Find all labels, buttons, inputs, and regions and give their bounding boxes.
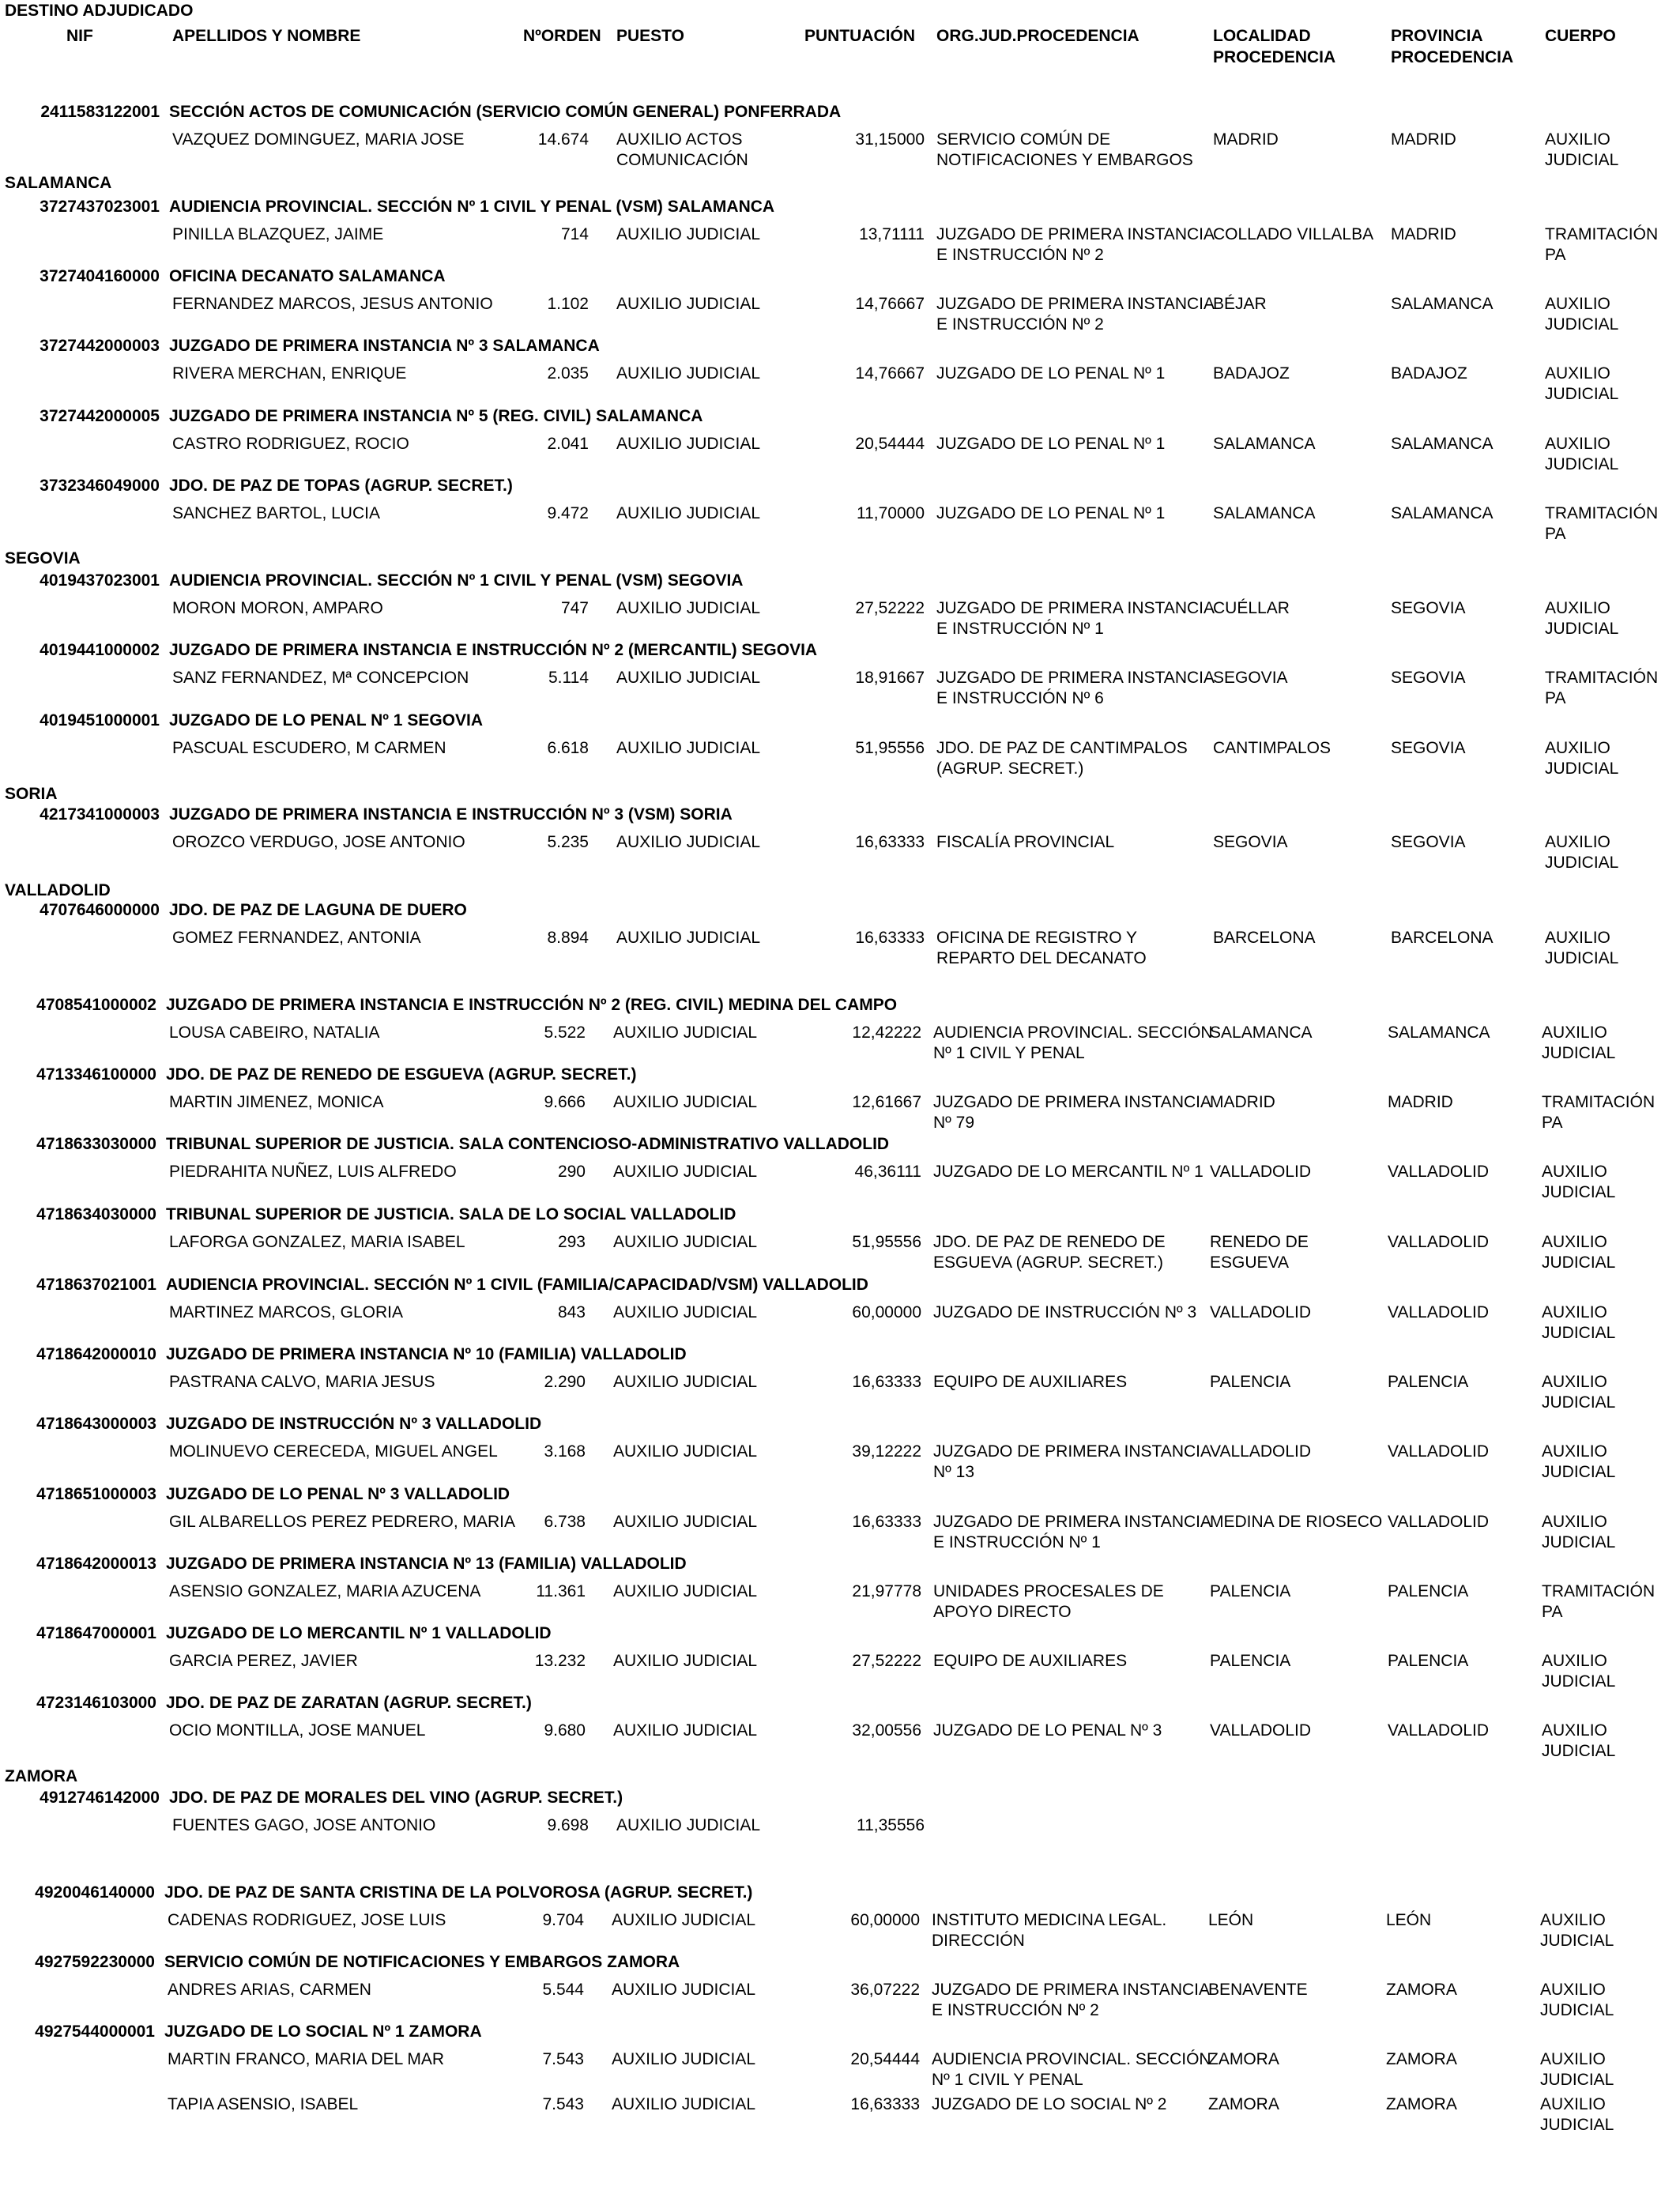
cell-puesto: AUXILIO JUDICIAL xyxy=(616,295,761,313)
cell-org: JUZGADO DE PRIMERA INSTANCIA E INSTRUCCIÓN Nº 6 xyxy=(936,669,1214,707)
destination-name: JDO. DE PAZ DE TOPAS (AGRUP. SECRET.) xyxy=(169,477,513,495)
destination-name: JUZGADO DE PRIMERA INSTANCIA E INSTRUCCIÓN Nº 2 (MERCANTIL) SEGOVIA xyxy=(169,641,818,659)
cell-org: OFICINA DE REGISTRO Y REPARTO DEL DECANATO xyxy=(936,929,1147,967)
cell-org: AUDIENCIA PROVINCIAL. SECCIÓN Nº 1 CIVIL Y PENAL xyxy=(933,1023,1213,1062)
cell-orden: 6.618 xyxy=(547,739,589,757)
cell-localidad: BENAVENTE xyxy=(1208,1981,1308,1999)
cell-orden: 7.543 xyxy=(542,2095,584,2113)
destination-name: JUZGADO DE LO PENAL Nº 3 VALLADOLID xyxy=(166,1485,510,1503)
cell-cuerpo: TRAMITACIÓN PA xyxy=(1542,1582,1656,1621)
cell-org: SERVICIO COMÚN DE NOTIFICACIONES Y EMBARGOS xyxy=(936,130,1193,169)
cell-nombre: OCIO MONTILLA, JOSE MANUEL xyxy=(169,1721,426,1740)
cell-puesto: AUXILIO JUDICIAL xyxy=(613,1373,758,1391)
cell-org: EQUIPO DE AUXILIARES xyxy=(933,1652,1128,1670)
cell-orden: 14.674 xyxy=(537,130,589,149)
cell-cuerpo: AUXILIO JUDICIAL xyxy=(1545,364,1619,403)
cell-provincia: SALAMANCA xyxy=(1391,504,1494,522)
cell-nombre: SANZ FERNANDEZ, Mª CONCEPCION xyxy=(172,669,469,687)
cell-provincia: SEGOVIA xyxy=(1391,739,1466,757)
cell-provincia: MADRID xyxy=(1388,1093,1453,1111)
cell-puesto: AUXILIO JUDICIAL xyxy=(613,1163,758,1181)
cell-puntuacion: 21,97778 xyxy=(852,1582,921,1600)
destination-nif: 4217341000003 xyxy=(40,805,160,824)
cell-provincia: BARCELONA xyxy=(1391,929,1494,947)
cell-cuerpo: AUXILIO JUDICIAL xyxy=(1542,1233,1616,1272)
cell-puntuacion: 12,61667 xyxy=(852,1093,921,1111)
cell-puntuacion: 27,52222 xyxy=(852,1652,921,1670)
cell-orden: 747 xyxy=(560,599,589,617)
cell-puesto: AUXILIO JUDICIAL xyxy=(616,225,761,243)
cell-puesto: AUXILIO JUDICIAL xyxy=(613,1652,758,1670)
cell-cuerpo: AUXILIO JUDICIAL xyxy=(1545,130,1619,169)
cell-puesto: AUXILIO JUDICIAL xyxy=(613,1582,758,1600)
header-orden: NºORDEN xyxy=(523,27,601,45)
destination-name: JDO. DE PAZ DE SANTA CRISTINA DE LA POLVOROSA (AGRUP. SECRET.) xyxy=(164,1883,753,1902)
destination-name: JDO. DE PAZ DE LAGUNA DE DUERO xyxy=(169,901,467,919)
destination-nif: 4718643000003 xyxy=(36,1415,156,1433)
cell-localidad: LEÓN xyxy=(1208,1911,1254,1929)
destination-nif: 4927592230000 xyxy=(35,1953,155,1971)
cell-orden: 5.522 xyxy=(544,1023,586,1042)
cell-orden: 1.102 xyxy=(547,295,589,313)
cell-nombre: LAFORGA GONZALEZ, MARIA ISABEL xyxy=(169,1233,465,1251)
destination-nif: 3727437023001 xyxy=(40,198,160,216)
cell-puntuacion: 60,00000 xyxy=(852,1303,921,1321)
cell-nombre: GIL ALBARELLOS PEREZ PEDRERO, MARIA xyxy=(169,1513,516,1531)
cell-puesto: AUXILIO JUDICIAL xyxy=(613,1303,758,1321)
cell-nombre: ANDRES ARIAS, CARMEN xyxy=(168,1981,371,1999)
cell-cuerpo: AUXILIO JUDICIAL xyxy=(1542,1163,1616,1201)
cell-provincia: PALENCIA xyxy=(1388,1582,1469,1600)
cell-org: JUZGADO DE PRIMERA INSTANCIA E INSTRUCCIÓN Nº 2 xyxy=(932,1981,1209,2019)
destination-name: JUZGADO DE LO PENAL Nº 1 SEGOVIA xyxy=(169,711,484,729)
cell-org: JUZGADO DE LO PENAL Nº 1 xyxy=(936,504,1166,522)
destination-nif: 4718642000013 xyxy=(36,1555,156,1573)
cell-puntuacion: 46,36111 xyxy=(854,1163,921,1181)
cell-cuerpo: AUXILIO JUDICIAL xyxy=(1545,833,1619,872)
cell-nombre: MARTIN JIMENEZ, MONICA xyxy=(169,1093,384,1111)
cell-orden: 5.235 xyxy=(547,833,589,851)
cell-orden: 9.472 xyxy=(547,504,589,522)
cell-orden: 9.680 xyxy=(544,1721,586,1740)
cell-puesto: AUXILIO JUDICIAL xyxy=(612,1981,756,1999)
destination-nif: 4707646000000 xyxy=(40,901,160,919)
cell-cuerpo: AUXILIO JUDICIAL xyxy=(1542,1442,1616,1481)
cell-orden: 11.361 xyxy=(536,1582,586,1600)
cell-orden: 7.543 xyxy=(542,2050,584,2068)
destination-name: JUZGADO DE LO SOCIAL Nº 1 ZAMORA xyxy=(164,2022,482,2041)
cell-puesto: AUXILIO JUDICIAL xyxy=(616,1816,761,1834)
cell-org: JDO. DE PAZ DE CANTIMPALOS (AGRUP. SECRET.) xyxy=(936,739,1188,778)
cell-localidad: ZAMORA xyxy=(1208,2095,1279,2113)
cell-org: JUZGADO DE PRIMERA INSTANCIA Nº 13 xyxy=(933,1442,1211,1481)
cell-nombre: CADENAS RODRIGUEZ, JOSE LUIS xyxy=(168,1911,446,1929)
destination-nif: 3732346049000 xyxy=(40,477,160,495)
destination-nif: 4912746142000 xyxy=(40,1789,160,1807)
cell-puesto: AUXILIO JUDICIAL xyxy=(616,669,761,687)
destination-nif: 4718634030000 xyxy=(36,1205,156,1223)
cell-cuerpo: AUXILIO JUDICIAL xyxy=(1540,2050,1614,2089)
cell-puntuacion: 11,70000 xyxy=(856,504,925,522)
cell-provincia: SEGOVIA xyxy=(1391,833,1466,851)
cell-org: JUZGADO DE LO SOCIAL Nº 2 xyxy=(932,2095,1167,2113)
cell-orden: 2.041 xyxy=(547,435,589,453)
cell-orden: 2.035 xyxy=(547,364,589,383)
cell-puesto: AUXILIO JUDICIAL xyxy=(613,1442,758,1461)
destination-name: OFICINA DECANATO SALAMANCA xyxy=(169,267,446,285)
cell-org: EQUIPO DE AUXILIARES xyxy=(933,1373,1128,1391)
destination-nif: 4718651000003 xyxy=(36,1485,156,1503)
header-cuerpo: CUERPO xyxy=(1545,27,1616,45)
cell-cuerpo: AUXILIO JUDICIAL xyxy=(1540,2095,1614,2134)
cell-localidad: BÉJAR xyxy=(1213,295,1267,313)
cell-puesto: AUXILIO JUDICIAL xyxy=(613,1233,758,1251)
cell-puntuacion: 20,54444 xyxy=(855,435,925,453)
cell-provincia: SALAMANCA xyxy=(1391,295,1494,313)
cell-org: JUZGADO DE LO MERCANTIL Nº 1 xyxy=(933,1163,1203,1181)
cell-cuerpo: AUXILIO JUDICIAL xyxy=(1545,295,1619,334)
cell-puesto: AUXILIO JUDICIAL xyxy=(616,435,761,453)
cell-provincia: SALAMANCA xyxy=(1391,435,1494,453)
cell-cuerpo: AUXILIO JUDICIAL xyxy=(1545,435,1619,473)
cell-orden: 3.168 xyxy=(544,1442,586,1461)
cell-provincia: PALENCIA xyxy=(1388,1373,1469,1391)
cell-nombre: PIEDRAHITA NUÑEZ, LUIS ALFREDO xyxy=(169,1163,457,1181)
cell-localidad: RENEDO DE ESGUEVA xyxy=(1210,1233,1309,1272)
cell-nombre: MARTIN FRANCO, MARIA DEL MAR xyxy=(168,2050,445,2068)
cell-orden: 293 xyxy=(557,1233,586,1251)
destination-nif: 3727442000005 xyxy=(40,407,160,425)
cell-puntuacion: 20,54444 xyxy=(850,2050,920,2068)
cell-cuerpo: TRAMITACIÓN PA xyxy=(1545,669,1659,707)
cell-puesto: AUXILIO ACTOS COMUNICACIÓN xyxy=(616,130,748,169)
cell-provincia: VALLADOLID xyxy=(1388,1303,1489,1321)
cell-localidad: SALAMANCA xyxy=(1213,435,1316,453)
destination-nif: 4718647000001 xyxy=(36,1624,156,1642)
destination-name: JUZGADO DE PRIMERA INSTANCIA Nº 3 SALAMANCA xyxy=(169,337,600,355)
cell-nombre: FERNANDEZ MARCOS, JESUS ANTONIO xyxy=(172,295,493,313)
cell-provincia: MADRID xyxy=(1391,130,1456,149)
cell-nombre: FUENTES GAGO, JOSE ANTONIO xyxy=(172,1816,436,1834)
cell-localidad: VALLADOLID xyxy=(1210,1163,1311,1181)
cell-orden: 2.290 xyxy=(544,1373,586,1391)
cell-localidad: VALLADOLID xyxy=(1210,1442,1311,1461)
cell-nombre: TAPIA ASENSIO, ISABEL xyxy=(168,2095,359,2113)
cell-localidad: BARCELONA xyxy=(1213,929,1316,947)
header-nombre: APELLIDOS Y NOMBRE xyxy=(172,27,361,45)
header-provincia: PROVINCIA PROCEDENCIA xyxy=(1391,27,1514,66)
cell-localidad: COLLADO VILLALBA xyxy=(1213,225,1374,243)
cell-puesto: AUXILIO JUDICIAL xyxy=(616,504,761,522)
province-heading: ZAMORA xyxy=(5,1767,78,1785)
cell-puesto: AUXILIO JUDICIAL xyxy=(613,1721,758,1740)
cell-localidad: SEGOVIA xyxy=(1213,669,1288,687)
cell-localidad: SALAMANCA xyxy=(1213,504,1316,522)
cell-puntuacion: 16,63333 xyxy=(852,1513,921,1531)
cell-localidad: SALAMANCA xyxy=(1210,1023,1313,1042)
province-heading: SORIA xyxy=(5,785,58,803)
cell-org: FISCALÍA PROVINCIAL xyxy=(936,833,1115,851)
cell-org: JUZGADO DE PRIMERA INSTANCIA E INSTRUCCIÓN Nº 2 xyxy=(936,295,1214,334)
cell-nombre: GOMEZ FERNANDEZ, ANTONIA xyxy=(172,929,421,947)
cell-provincia: ZAMORA xyxy=(1386,2095,1457,2113)
cell-org: JUZGADO DE LO PENAL Nº 3 xyxy=(933,1721,1162,1740)
destination-nif: 2411583122001 xyxy=(40,103,160,121)
cell-provincia: VALLADOLID xyxy=(1388,1513,1489,1531)
header-org: ORG.JUD.PROCEDENCIA xyxy=(936,27,1139,45)
destination-name: AUDIENCIA PROVINCIAL. SECCIÓN Nº 1 CIVIL Y PENAL (VSM) SEGOVIA xyxy=(169,571,744,590)
destination-name: JUZGADO DE PRIMERA INSTANCIA E INSTRUCCIÓN Nº 3 (VSM) SORIA xyxy=(169,805,733,824)
province-heading: SALAMANCA xyxy=(5,174,112,192)
cell-cuerpo: AUXILIO JUDICIAL xyxy=(1542,1303,1616,1342)
cell-puntuacion: 12,42222 xyxy=(852,1023,921,1042)
province-heading: SEGOVIA xyxy=(5,549,81,567)
cell-provincia: MADRID xyxy=(1391,225,1456,243)
cell-cuerpo: AUXILIO JUDICIAL xyxy=(1542,1721,1616,1760)
cell-cuerpo: AUXILIO JUDICIAL xyxy=(1545,599,1619,638)
cell-orden: 5.114 xyxy=(548,669,589,687)
destination-nif: 4927544000001 xyxy=(35,2022,155,2041)
destination-nif: 4718642000010 xyxy=(36,1345,156,1363)
cell-puesto: AUXILIO JUDICIAL xyxy=(616,739,761,757)
cell-puesto: AUXILIO JUDICIAL xyxy=(616,929,761,947)
cell-orden: 843 xyxy=(557,1303,586,1321)
destination-nif: 4713346100000 xyxy=(36,1065,156,1084)
header-puntuacion: PUNTUACIÓN xyxy=(804,27,915,45)
destination-name: AUDIENCIA PROVINCIAL. SECCIÓN Nº 1 CIVIL (FAMILIA/CAPACIDAD/VSM) VALLADOLID xyxy=(166,1276,868,1294)
cell-localidad: CUÉLLAR xyxy=(1213,599,1290,617)
destination-nif: 3727404160000 xyxy=(40,267,160,285)
cell-localidad: ZAMORA xyxy=(1208,2050,1279,2068)
cell-cuerpo: AUXILIO JUDICIAL xyxy=(1542,1373,1616,1412)
cell-puntuacion: 16,63333 xyxy=(852,1373,921,1391)
cell-localidad: MADRID xyxy=(1213,130,1279,149)
destination-nif: 4718633030000 xyxy=(36,1135,156,1153)
cell-puesto: AUXILIO JUDICIAL xyxy=(612,2095,756,2113)
cell-puntuacion: 16,63333 xyxy=(855,929,925,947)
cell-provincia: VALLADOLID xyxy=(1388,1233,1489,1251)
destination-name: JUZGADO DE PRIMERA INSTANCIA Nº 5 (REG. CIVIL) SALAMANCA xyxy=(169,407,703,425)
destination-name: TRIBUNAL SUPERIOR DE JUSTICIA. SALA DE LO SOCIAL VALLADOLID xyxy=(166,1205,736,1223)
destination-nif: 4019437023001 xyxy=(40,571,160,590)
cell-puntuacion: 16,63333 xyxy=(855,833,925,851)
cell-cuerpo: TRAMITACIÓN PA xyxy=(1545,504,1659,543)
cell-nombre: SANCHEZ BARTOL, LUCIA xyxy=(172,504,380,522)
cell-orden: 6.738 xyxy=(544,1513,586,1531)
cell-puesto: AUXILIO JUDICIAL xyxy=(616,364,761,383)
destination-nif: 3727442000003 xyxy=(40,337,160,355)
cell-nombre: PINILLA BLAZQUEZ, JAIME xyxy=(172,225,384,243)
cell-provincia: PALENCIA xyxy=(1388,1652,1469,1670)
cell-orden: 290 xyxy=(557,1163,586,1181)
cell-provincia: VALLADOLID xyxy=(1388,1163,1489,1181)
destination-name: JUZGADO DE LO MERCANTIL Nº 1 VALLADOLID xyxy=(166,1624,552,1642)
cell-nombre: MORON MORON, AMPARO xyxy=(172,599,383,617)
cell-puesto: AUXILIO JUDICIAL xyxy=(612,2050,756,2068)
destination-nif: 4019441000002 xyxy=(40,641,160,659)
cell-localidad: SEGOVIA xyxy=(1213,833,1288,851)
cell-provincia: LEÓN xyxy=(1386,1911,1432,1929)
cell-localidad: VALLADOLID xyxy=(1210,1721,1311,1740)
destination-name: JDO. DE PAZ DE RENEDO DE ESGUEVA (AGRUP. SECRET.) xyxy=(166,1065,637,1084)
cell-nombre: GARCIA PEREZ, JAVIER xyxy=(169,1652,358,1670)
header-nif: NIF xyxy=(66,27,93,45)
destination-name: JUZGADO DE PRIMERA INSTANCIA E INSTRUCCIÓN Nº 2 (REG. CIVIL) MEDINA DEL CAMPO xyxy=(166,996,898,1014)
cell-nombre: CASTRO RODRIGUEZ, ROCIO xyxy=(172,435,409,453)
cell-puntuacion: 32,00556 xyxy=(852,1721,921,1740)
province-heading: VALLADOLID xyxy=(5,881,111,899)
cell-provincia: SEGOVIA xyxy=(1391,669,1466,687)
header-puesto: PUESTO xyxy=(616,27,684,45)
destination-name: TRIBUNAL SUPERIOR DE JUSTICIA. SALA CONTENCIOSO-ADMINISTRATIVO VALLADOLID xyxy=(166,1135,890,1153)
cell-puesto: AUXILIO JUDICIAL xyxy=(613,1093,758,1111)
cell-puntuacion: 13,71111 xyxy=(859,225,925,243)
cell-org: JUZGADO DE PRIMERA INSTANCIA E INSTRUCCIÓN Nº 1 xyxy=(936,599,1214,638)
cell-orden: 9.698 xyxy=(547,1816,589,1834)
cell-org: INSTITUTO MEDICINA LEGAL. DIRECCIÓN xyxy=(932,1911,1167,1950)
destination-name: SECCIÓN ACTOS DE COMUNICACIÓN (SERVICIO COMÚN GENERAL) PONFERRADA xyxy=(169,103,842,121)
cell-provincia: ZAMORA xyxy=(1386,1981,1457,1999)
cell-cuerpo: TRAMITACIÓN PA xyxy=(1545,225,1659,264)
cell-nombre: LOUSA CABEIRO, NATALIA xyxy=(169,1023,380,1042)
cell-provincia: SALAMANCA xyxy=(1388,1023,1490,1042)
cell-puntuacion: 39,12222 xyxy=(852,1442,921,1461)
cell-provincia: ZAMORA xyxy=(1386,2050,1457,2068)
cell-org: UNIDADES PROCESALES DE APOYO DIRECTO xyxy=(933,1582,1164,1621)
cell-nombre: VAZQUEZ DOMINGUEZ, MARIA JOSE xyxy=(172,130,465,149)
destination-name: JDO. DE PAZ DE MORALES DEL VINO (AGRUP. SECRET.) xyxy=(169,1789,623,1807)
destination-name: JDO. DE PAZ DE ZARATAN (AGRUP. SECRET.) xyxy=(166,1694,532,1712)
cell-nombre: PASTRANA CALVO, MARIA JESUS xyxy=(169,1373,435,1391)
header-localidad: LOCALIDAD PROCEDENCIA xyxy=(1213,27,1336,66)
cell-provincia: BADAJOZ xyxy=(1391,364,1467,383)
cell-localidad: CANTIMPALOS xyxy=(1213,739,1331,757)
cell-org: JUZGADO DE LO PENAL Nº 1 xyxy=(936,435,1166,453)
cell-puntuacion: 18,91667 xyxy=(855,669,925,687)
destination-nif: 4019451000001 xyxy=(40,711,160,729)
cell-puntuacion: 14,76667 xyxy=(855,295,925,313)
cell-org: AUDIENCIA PROVINCIAL. SECCIÓN Nº 1 CIVIL Y PENAL xyxy=(932,2050,1211,2089)
cell-org: JUZGADO DE PRIMERA INSTANCIA E INSTRUCCIÓN Nº 2 xyxy=(936,225,1214,264)
cell-orden: 8.894 xyxy=(547,929,589,947)
cell-provincia: VALLADOLID xyxy=(1388,1721,1489,1740)
cell-puntuacion: 14,76667 xyxy=(855,364,925,383)
cell-cuerpo: AUXILIO JUDICIAL xyxy=(1542,1513,1616,1551)
cell-puntuacion: 51,95556 xyxy=(855,739,925,757)
cell-provincia: SEGOVIA xyxy=(1391,599,1466,617)
cell-localidad: PALENCIA xyxy=(1210,1582,1291,1600)
cell-nombre: ASENSIO GONZALEZ, MARIA AZUCENA xyxy=(169,1582,481,1600)
cell-puntuacion: 31,15000 xyxy=(855,130,925,149)
cell-puesto: AUXILIO JUDICIAL xyxy=(616,833,761,851)
cell-nombre: RIVERA MERCHAN, ENRIQUE xyxy=(172,364,407,383)
destination-name: JUZGADO DE INSTRUCCIÓN Nº 3 VALLADOLID xyxy=(166,1415,542,1433)
cell-puntuacion: 51,95556 xyxy=(852,1233,921,1251)
cell-puesto: AUXILIO JUDICIAL xyxy=(613,1023,758,1042)
cell-org: JUZGADO DE LO PENAL Nº 1 xyxy=(936,364,1166,383)
cell-puntuacion: 60,00000 xyxy=(850,1911,920,1929)
cell-orden: 9.666 xyxy=(544,1093,586,1111)
cell-localidad: MADRID xyxy=(1210,1093,1275,1111)
destination-nif: 4708541000002 xyxy=(36,996,156,1014)
cell-cuerpo: AUXILIO JUDICIAL xyxy=(1542,1023,1616,1062)
destination-name: JUZGADO DE PRIMERA INSTANCIA Nº 13 (FAMILIA) VALLADOLID xyxy=(166,1555,687,1573)
cell-cuerpo: TRAMITACIÓN PA xyxy=(1542,1093,1656,1132)
cell-nombre: OROZCO VERDUGO, JOSE ANTONIO xyxy=(172,833,465,851)
cell-cuerpo: AUXILIO JUDICIAL xyxy=(1542,1652,1616,1691)
cell-puntuacion: 16,63333 xyxy=(850,2095,920,2113)
destination-name: JUZGADO DE PRIMERA INSTANCIA Nº 10 (FAMILIA) VALLADOLID xyxy=(166,1345,687,1363)
cell-orden: 5.544 xyxy=(542,1981,584,1999)
cell-cuerpo: AUXILIO JUDICIAL xyxy=(1540,1981,1614,2019)
cell-puesto: AUXILIO JUDICIAL xyxy=(616,599,761,617)
cell-cuerpo: AUXILIO JUDICIAL xyxy=(1545,929,1619,967)
cell-nombre: MARTINEZ MARCOS, GLORIA xyxy=(169,1303,403,1321)
cell-provincia: VALLADOLID xyxy=(1388,1442,1489,1461)
cell-nombre: PASCUAL ESCUDERO, M CARMEN xyxy=(172,739,446,757)
destination-name: SERVICIO COMÚN DE NOTIFICACIONES Y EMBARGOS ZAMORA xyxy=(164,1953,680,1971)
cell-puntuacion: 11,35556 xyxy=(856,1816,925,1834)
cell-puesto: AUXILIO JUDICIAL xyxy=(613,1513,758,1531)
cell-localidad: PALENCIA xyxy=(1210,1373,1291,1391)
cell-org: JUZGADO DE INSTRUCCIÓN Nº 3 xyxy=(933,1303,1197,1321)
cell-nombre: MOLINUEVO CERECEDA, MIGUEL ANGEL xyxy=(169,1442,498,1461)
cell-cuerpo: AUXILIO JUDICIAL xyxy=(1540,1911,1614,1950)
document-title: DESTINO ADJUDICADO xyxy=(5,2,194,20)
cell-orden: 9.704 xyxy=(542,1911,584,1929)
destination-nif: 4920046140000 xyxy=(35,1883,155,1902)
cell-orden: 13.232 xyxy=(534,1652,586,1670)
cell-puntuacion: 36,07222 xyxy=(850,1981,920,1999)
cell-puesto: AUXILIO JUDICIAL xyxy=(612,1911,756,1929)
cell-puntuacion: 27,52222 xyxy=(855,599,925,617)
cell-localidad: BADAJOZ xyxy=(1213,364,1290,383)
cell-localidad: VALLADOLID xyxy=(1210,1303,1311,1321)
destination-nif: 4718637021001 xyxy=(36,1276,156,1294)
cell-localidad: MEDINA DE RIOSECO xyxy=(1210,1513,1383,1531)
cell-org: JUZGADO DE PRIMERA INSTANCIA Nº 79 xyxy=(933,1093,1211,1132)
cell-cuerpo: AUXILIO JUDICIAL xyxy=(1545,739,1619,778)
cell-orden: 714 xyxy=(560,225,589,243)
cell-org: JUZGADO DE PRIMERA INSTANCIA E INSTRUCCIÓN Nº 1 xyxy=(933,1513,1211,1551)
destination-name: AUDIENCIA PROVINCIAL. SECCIÓN Nº 1 CIVIL Y PENAL (VSM) SALAMANCA xyxy=(169,198,775,216)
destination-nif: 4723146103000 xyxy=(36,1694,156,1712)
cell-org: JDO. DE PAZ DE RENEDO DE ESGUEVA (AGRUP. SECRET.) xyxy=(933,1233,1166,1272)
cell-localidad: PALENCIA xyxy=(1210,1652,1291,1670)
